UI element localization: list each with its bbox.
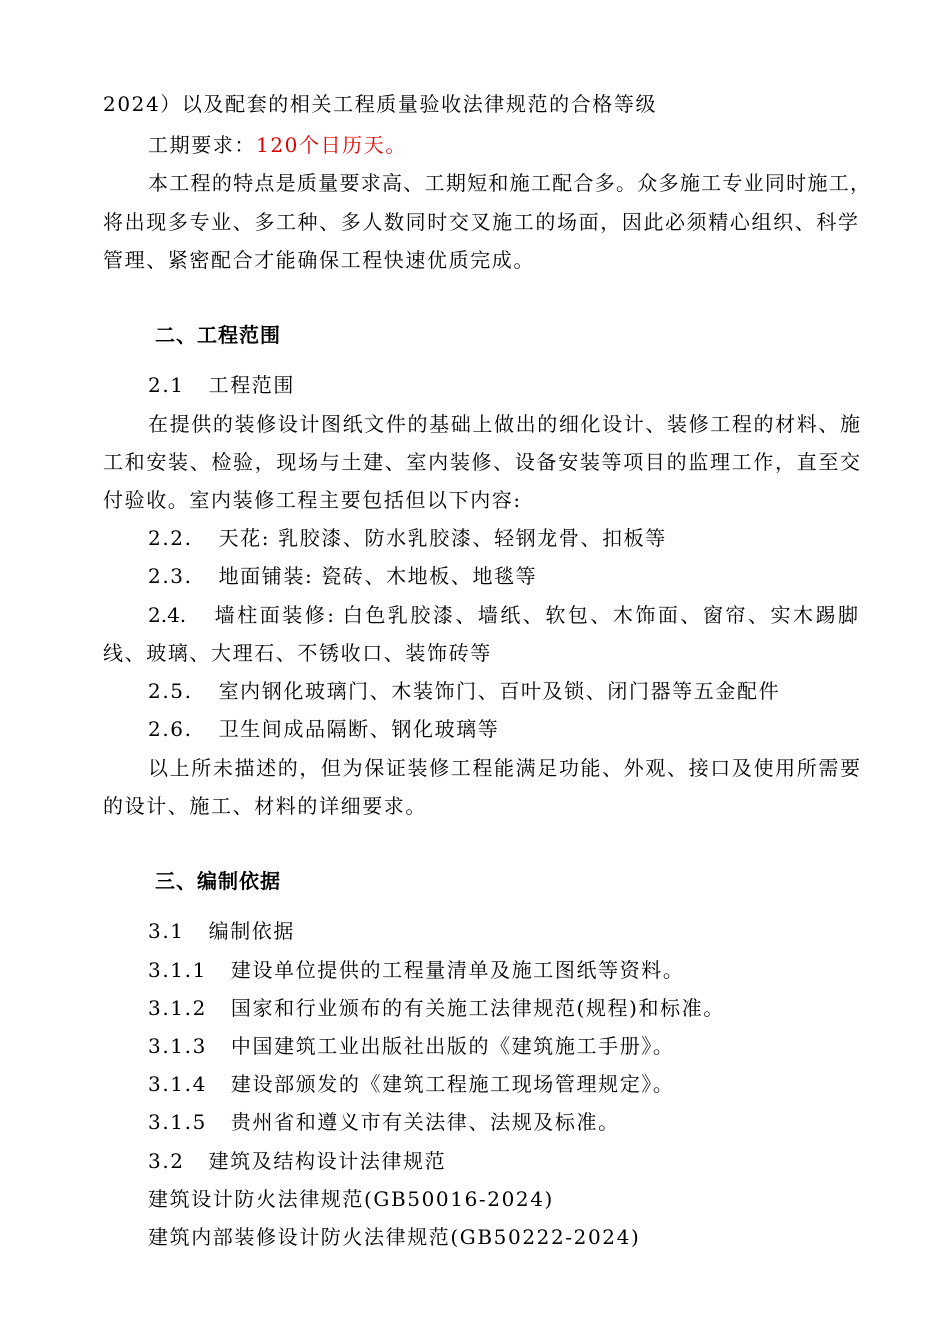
scope-desc-line-3: 付验收。室内装修工程主要包括但以下内容: <box>103 488 522 512</box>
basis-item <box>148 989 908 1027</box>
scope-item-text: 天花: 乳胶漆、防水乳胶漆、轻钢龙骨、扣板等 <box>218 526 667 550</box>
basis-item <box>148 912 908 950</box>
scope-desc-line-1: 在提供的装修设计图纸文件的基础上做出的细化设计、装修工程的材料、施 <box>148 412 860 436</box>
basis-item <box>148 1065 908 1103</box>
feature-line-1: 本工程的特点是质量要求高、工期短和施工配合多。众多施工专业同时施工， <box>148 171 870 195</box>
period-label: 工期要求： <box>148 133 256 157</box>
section-2-heading: 二、工程范围 <box>155 323 281 347</box>
scope-item-text: 地面铺装: 瓷砖、木地板、地毯等 <box>218 564 538 588</box>
basis-item-text: 建筑及结构设计法律规范 <box>208 1149 447 1173</box>
basis-item <box>148 1103 908 1141</box>
section-2-1-title: 工程范围 <box>208 373 296 397</box>
basis-item <box>148 1027 908 1065</box>
basis-item <box>148 1142 908 1180</box>
scope-desc-line-2: 工和安装、检验，现场与土建、室内装修、设备安装等项目的监理工作，直至交 <box>103 450 860 474</box>
basis-item-number: 3.2 <box>148 1149 185 1173</box>
scope-item-text: 卫生间成品隔断、钢化玻璃等 <box>218 717 500 741</box>
scope-item-text: 墙柱面装修: 白色乳胶漆、墙纸、软包、木饰面、窗帘、实木踢脚 <box>212 603 858 627</box>
scope-item-number: 2.5. <box>148 679 193 703</box>
scope-item-number: 2.3. <box>148 564 193 588</box>
section-3-heading: 三、编制依据 <box>155 869 281 893</box>
basis-item-number: 3.1.1 <box>148 958 207 982</box>
scope-item <box>148 672 908 710</box>
basis-item-text: 建设部颁发的《建筑工程施工现场管理规定》。 <box>230 1072 675 1096</box>
period-value: 120个日历天。 <box>256 133 407 157</box>
code-reference: 建筑内部装修设计防火法律规范(GB50222-2024) <box>148 1225 641 1249</box>
scope-note-line-2: 的设计、施工、材料的详细要求。 <box>103 794 427 818</box>
basis-item-text: 国家和行业颁布的有关施工法律规范(规程)和标准。 <box>230 996 725 1020</box>
basis-item-number: 3.1.5 <box>148 1110 207 1134</box>
basis-item-text: 建设单位提供的工程量清单及施工图纸等资料。 <box>230 958 685 982</box>
basis-item-number: 3.1 <box>148 919 185 943</box>
scope-item-number: 2.2. <box>148 526 193 550</box>
basis-item-text: 贵州省和遵义市有关法律、法规及标准。 <box>230 1110 620 1134</box>
feature-line-3: 管理、紧密配合才能确保工程快速优质完成。 <box>103 248 535 272</box>
scope-item-number: 2.4. <box>148 603 187 627</box>
scope-item <box>148 557 908 595</box>
period-line <box>148 126 908 164</box>
section-2-1-line <box>148 366 908 404</box>
basis-item-number: 3.1.3 <box>148 1034 207 1058</box>
code-reference: 建筑设计防火法律规范(GB50016-2024) <box>148 1187 554 1211</box>
basis-item-text: 编制依据 <box>208 919 296 943</box>
scope-item-continuation: 线、玻璃、大理石、不锈收口、装饰砖等 <box>103 641 492 665</box>
intro-line-1: 2024）以及配套的相关工程质量验收法律规范的合格等级 <box>103 92 658 116</box>
scope-item <box>148 596 858 634</box>
basis-item-number: 3.1.4 <box>148 1072 207 1096</box>
scope-item-text: 室内钢化玻璃门、木装饰门、百叶及锁、闭门器等五金配件 <box>218 679 781 703</box>
scope-item <box>148 519 908 557</box>
scope-item <box>148 710 908 748</box>
feature-line-2: 将出现多专业、多工种、多人数同时交叉施工的场面，因此必须精心组织、科学 <box>103 210 858 234</box>
section-2-1-number: 2.1 <box>148 373 185 397</box>
scope-item-number: 2.6. <box>148 717 193 741</box>
basis-item-number: 3.1.2 <box>148 996 207 1020</box>
scope-note-line-1: 以上所未描述的，但为保证装修工程能满足功能、外观、接口及使用所需要 <box>148 756 860 780</box>
basis-item <box>148 951 908 989</box>
basis-item-text: 中国建筑工业出版社出版的《建筑施工手册》。 <box>230 1034 675 1058</box>
